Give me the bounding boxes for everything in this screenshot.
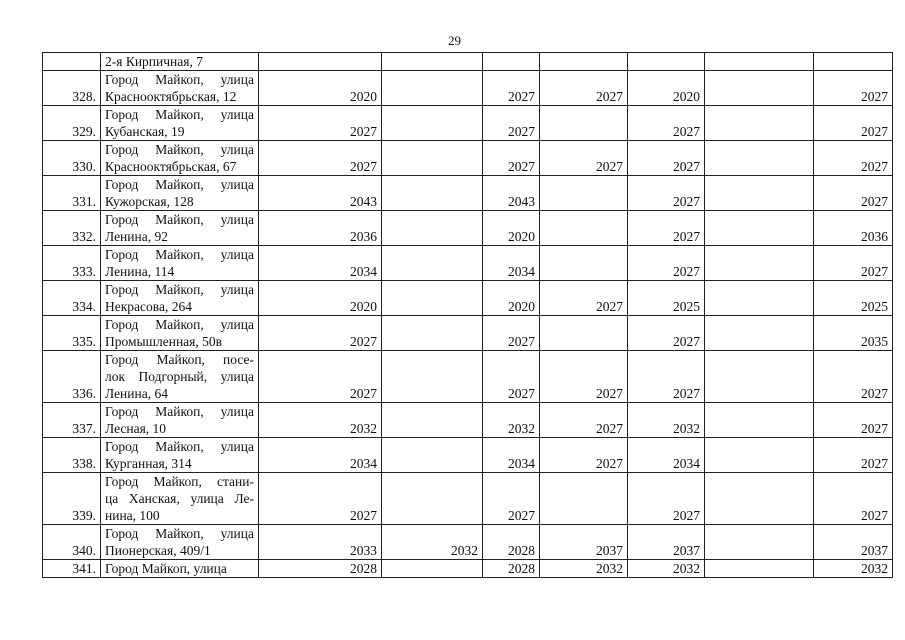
address-line: Город Майкоп, улица: [105, 561, 227, 576]
address-cell: [101, 473, 259, 525]
table-row: [43, 106, 893, 141]
year-cell: 2020: [259, 71, 382, 106]
year-cell: 2027: [814, 141, 893, 176]
year-cell: [382, 246, 483, 281]
address-cell: [101, 211, 259, 246]
year-cell: 2027: [540, 71, 628, 106]
address-cell: [101, 106, 259, 141]
address-line: Город Майкоп, улица: [105, 404, 254, 419]
year-cell: [483, 53, 540, 71]
year-cell: [705, 53, 814, 71]
table-row: [43, 53, 893, 71]
year-cell: 2032: [540, 560, 628, 578]
year-cell: 2027: [483, 71, 540, 106]
table-row: [43, 246, 893, 281]
address-cell: [101, 438, 259, 473]
address-line: Кужорская, 128: [105, 194, 194, 209]
year-cell: 2027: [259, 141, 382, 176]
year-cell: 2032: [814, 560, 893, 578]
address-line: Некрасова, 264: [105, 299, 192, 314]
address-line: Город Майкоп, улица: [105, 212, 254, 227]
year-cell: 2027: [628, 316, 705, 351]
year-cell: [382, 281, 483, 316]
table-row: [43, 403, 893, 438]
year-cell: [705, 438, 814, 473]
table-row: [43, 71, 893, 106]
year-cell: [705, 71, 814, 106]
row-number: 340.: [43, 525, 101, 560]
year-cell: 2036: [259, 211, 382, 246]
page-number: 29: [448, 33, 461, 48]
year-cell: 2027: [540, 141, 628, 176]
year-cell: 2027: [814, 71, 893, 106]
year-cell: [382, 473, 483, 525]
address-cell: [101, 71, 259, 106]
year-cell: 2034: [259, 246, 382, 281]
year-cell: [705, 211, 814, 246]
year-cell: 2036: [814, 211, 893, 246]
address-line: Город Майкоп, улица: [105, 142, 254, 157]
year-cell: [705, 281, 814, 316]
year-cell: [382, 176, 483, 211]
address-cell: [101, 316, 259, 351]
address-line: Ленина, 92: [105, 229, 168, 244]
year-cell: 2020: [483, 211, 540, 246]
year-cell: 2027: [628, 211, 705, 246]
address-line: Краснооктябрьская, 67: [105, 159, 237, 174]
year-cell: 2027: [483, 106, 540, 141]
address-cell: [101, 525, 259, 560]
table-row: [43, 473, 893, 525]
address-line: Город Майкоп, улица: [105, 439, 254, 454]
year-cell: 2034: [483, 246, 540, 281]
year-cell: [705, 351, 814, 403]
year-cell: [540, 211, 628, 246]
year-cell: 2027: [483, 316, 540, 351]
row-number: 330.: [43, 141, 101, 176]
address-line: Город Майкоп, улица: [105, 177, 254, 192]
year-cell: 2027: [259, 316, 382, 351]
year-cell: 2028: [483, 560, 540, 578]
row-number: 332.: [43, 211, 101, 246]
year-cell: 2027: [540, 281, 628, 316]
year-cell: [540, 316, 628, 351]
table-row: [43, 351, 893, 403]
table-row: [43, 281, 893, 316]
table-row: [43, 211, 893, 246]
row-number: 336.: [43, 351, 101, 403]
address-line: Ленина, 64: [105, 386, 168, 401]
year-cell: [705, 106, 814, 141]
year-cell: 2020: [259, 281, 382, 316]
table-row: [43, 316, 893, 351]
year-cell: 2028: [259, 560, 382, 578]
row-number: 341.: [43, 560, 101, 578]
year-cell: 2027: [814, 438, 893, 473]
year-cell: 2034: [483, 438, 540, 473]
year-cell: 2037: [628, 525, 705, 560]
year-cell: 2035: [814, 316, 893, 351]
year-cell: 2027: [628, 351, 705, 403]
year-cell: 2034: [628, 438, 705, 473]
row-number: 337.: [43, 403, 101, 438]
address-line: Город Майкоп, улица: [105, 526, 254, 541]
year-cell: 2027: [814, 176, 893, 211]
address-line: Кубанская, 19: [105, 124, 185, 139]
year-cell: [628, 53, 705, 71]
year-cell: 2027: [483, 351, 540, 403]
address-line: Пионерская, 409/1: [105, 543, 211, 558]
year-cell: [705, 525, 814, 560]
year-cell: 2027: [814, 106, 893, 141]
year-cell: 2028: [483, 525, 540, 560]
year-cell: 2027: [540, 351, 628, 403]
year-cell: 2043: [483, 176, 540, 211]
year-cell: 2027: [483, 141, 540, 176]
address-line: Краснооктябрьская, 12: [105, 89, 237, 104]
year-cell: 2027: [814, 246, 893, 281]
row-number: 333.: [43, 246, 101, 281]
year-cell: 2027: [814, 351, 893, 403]
row-number: 335.: [43, 316, 101, 351]
year-cell: [382, 351, 483, 403]
year-cell: [382, 560, 483, 578]
year-cell: 2027: [483, 473, 540, 525]
year-cell: 2032: [483, 403, 540, 438]
year-cell: 2027: [628, 176, 705, 211]
address-line: Курганная, 314: [105, 456, 192, 471]
year-cell: [814, 53, 893, 71]
address-cell: [101, 53, 259, 71]
year-cell: [540, 106, 628, 141]
address-line: Город Майкоп, улица: [105, 282, 254, 297]
row-number: 338.: [43, 438, 101, 473]
address-line: лок Подгорный, улица: [105, 369, 254, 384]
year-cell: 2027: [259, 473, 382, 525]
year-cell: 2043: [259, 176, 382, 211]
year-cell: [382, 106, 483, 141]
year-cell: [382, 53, 483, 71]
year-cell: [705, 560, 814, 578]
year-cell: [382, 438, 483, 473]
year-cell: 2027: [814, 473, 893, 525]
year-cell: 2027: [628, 246, 705, 281]
row-number: 339.: [43, 473, 101, 525]
year-cell: 2032: [259, 403, 382, 438]
year-cell: 2027: [628, 106, 705, 141]
buildings-table: [42, 52, 893, 578]
table-row: [43, 525, 893, 560]
row-number: 329.: [43, 106, 101, 141]
address-line: ца Ханская, улица Ле-: [105, 491, 254, 506]
row-number: [43, 53, 101, 71]
year-cell: 2027: [628, 141, 705, 176]
address-cell: [101, 351, 259, 403]
year-cell: 2032: [628, 403, 705, 438]
year-cell: 2025: [814, 281, 893, 316]
year-cell: [705, 176, 814, 211]
year-cell: 2032: [382, 525, 483, 560]
year-cell: [540, 176, 628, 211]
address-line: Город Майкоп, улица: [105, 247, 254, 262]
year-cell: 2020: [628, 71, 705, 106]
year-cell: 2027: [540, 403, 628, 438]
address-line: 2-я Кирпичная, 7: [105, 54, 203, 69]
year-cell: [705, 246, 814, 281]
year-cell: 2037: [814, 525, 893, 560]
row-number: 331.: [43, 176, 101, 211]
address-line: Город Майкоп, улица: [105, 317, 254, 332]
year-cell: 2032: [628, 560, 705, 578]
year-cell: [540, 473, 628, 525]
year-cell: [540, 53, 628, 71]
table-row: [43, 560, 893, 578]
address-line: Город Майкоп, улица: [105, 72, 254, 87]
year-cell: 2027: [259, 106, 382, 141]
year-cell: 2033: [259, 525, 382, 560]
address-cell: [101, 176, 259, 211]
address-line: Город Майкоп, улица: [105, 107, 254, 122]
table-row: [43, 176, 893, 211]
address-cell: [101, 403, 259, 438]
year-cell: 2034: [259, 438, 382, 473]
address-cell: [101, 246, 259, 281]
table-row: [43, 141, 893, 176]
address-cell: [101, 141, 259, 176]
year-cell: [705, 141, 814, 176]
year-cell: [382, 403, 483, 438]
table-row: [43, 438, 893, 473]
year-cell: 2027: [628, 473, 705, 525]
year-cell: [705, 316, 814, 351]
address-line: Город Майкоп, стани-: [105, 474, 254, 489]
year-cell: 2027: [259, 351, 382, 403]
year-cell: [259, 53, 382, 71]
address-line: Город Майкоп, посе-: [105, 352, 254, 367]
address-line: нина, 100: [105, 508, 160, 523]
year-cell: 2027: [540, 438, 628, 473]
year-cell: [540, 246, 628, 281]
row-number: 334.: [43, 281, 101, 316]
address-line: Ленина, 114: [105, 264, 175, 279]
table-body: [43, 53, 893, 578]
year-cell: [382, 211, 483, 246]
year-cell: 2025: [628, 281, 705, 316]
address-line: Промышленная, 50в: [105, 334, 223, 349]
year-cell: 2020: [483, 281, 540, 316]
year-cell: 2037: [540, 525, 628, 560]
year-cell: [382, 71, 483, 106]
address-cell: [101, 560, 259, 578]
row-number: 328.: [43, 71, 101, 106]
year-cell: [382, 316, 483, 351]
address-cell: [101, 281, 259, 316]
year-cell: [382, 141, 483, 176]
year-cell: [705, 403, 814, 438]
year-cell: [705, 473, 814, 525]
address-line: Лесная, 10: [105, 421, 167, 436]
year-cell: 2027: [814, 403, 893, 438]
